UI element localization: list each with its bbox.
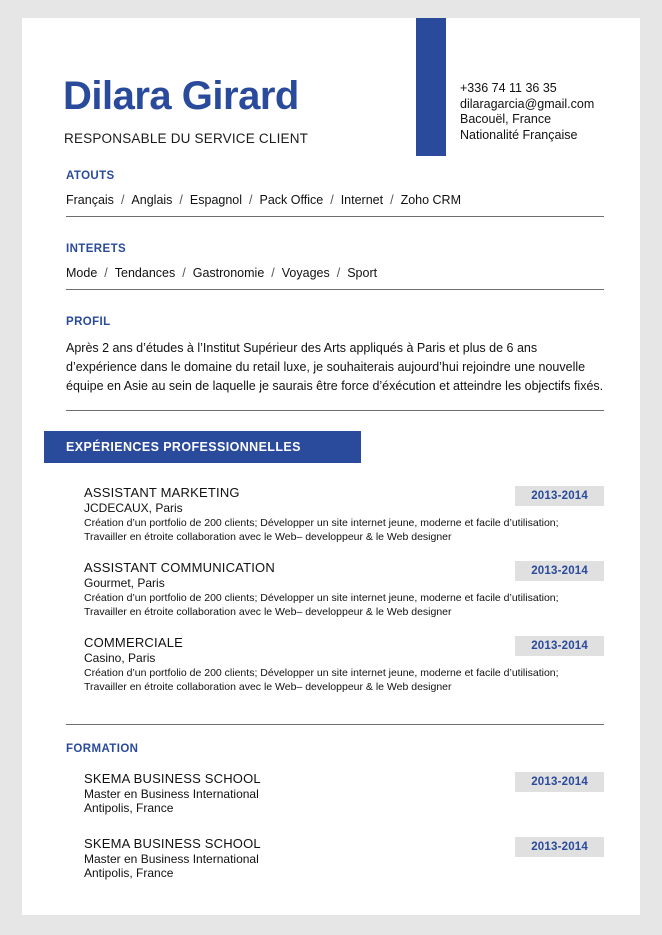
list-item: Internet bbox=[340, 193, 384, 207]
experience-description-line: Travailler en étroite collaboration avec le Web– developpeur & le Web designer bbox=[84, 605, 452, 618]
education-school: SKEMA BUSINESS SCHOOL bbox=[84, 836, 261, 851]
experience-org: Gourmet, Paris bbox=[84, 576, 165, 590]
section-profil bbox=[22, 316, 640, 411]
divider-profil bbox=[66, 410, 604, 411]
experience-title: COMMERCIALE bbox=[84, 635, 183, 650]
resume-header bbox=[22, 18, 640, 170]
list-separator: / bbox=[330, 193, 334, 207]
header-accent-bar bbox=[416, 18, 446, 156]
education-date-badge: 2013-2014 bbox=[515, 837, 604, 857]
list-item: Gastronomie bbox=[192, 266, 265, 280]
experience-date-badge: 2013-2014 bbox=[515, 636, 604, 656]
formation-heading: FORMATION bbox=[66, 743, 139, 755]
experience-entry bbox=[66, 485, 604, 544]
profil-text: Après 2 ans d’études à l’Institut Supérieur des Arts appliqués à Paris et plus de 6 ans d’expérience dans le domaine du retail luxe, je souhaiterais aujourd’hui rejoindre une nouvelle équipe en Asie au sein de laquelle je saurais être force d’éxécution et atteindre les objectifs fixés. bbox=[66, 341, 604, 393]
contact-nationality: Nationalité Française bbox=[460, 127, 578, 142]
experience-description-line: Création d’un portfolio de 200 clients; Développer un site internet jeune, moderne et facile d’utilisation; bbox=[84, 592, 559, 604]
experiences-list bbox=[22, 485, 640, 725]
atouts-list bbox=[66, 193, 604, 207]
experience-title: ASSISTANT COMMUNICATION bbox=[84, 560, 275, 575]
list-item: Mode bbox=[66, 266, 98, 280]
list-item: Sport bbox=[347, 266, 378, 280]
resume-page bbox=[22, 18, 640, 915]
experiences-banner: EXPÉRIENCES PROFESSIONNELLES bbox=[44, 431, 361, 463]
list-separator: / bbox=[336, 266, 341, 280]
divider-atouts bbox=[66, 216, 604, 217]
list-separator: / bbox=[271, 266, 275, 280]
experience-description-line: Travailler en étroite collaboration avec le Web– developpeur & le Web designer bbox=[84, 530, 452, 543]
experiences-banner-wrap bbox=[22, 431, 640, 463]
candidate-name: Dilara Girard bbox=[63, 74, 299, 118]
list-item: Tendances bbox=[114, 266, 176, 280]
education-place: Antipolis, France bbox=[84, 801, 174, 815]
interets-heading: INTERETS bbox=[66, 243, 127, 255]
contact-email: dilaragarcia@gmail.com bbox=[460, 96, 595, 111]
experience-description-line: Création d’un portfolio de 200 clients; Développer un site internet jeune, moderne et facile d’utilisation; bbox=[84, 517, 559, 529]
divider-experiences bbox=[66, 724, 604, 725]
list-separator: / bbox=[104, 266, 108, 280]
atouts-heading: ATOUTS bbox=[66, 170, 115, 182]
experience-title: ASSISTANT MARKETING bbox=[84, 485, 240, 500]
contact-block bbox=[460, 81, 594, 143]
profil-heading: PROFIL bbox=[66, 316, 111, 328]
section-atouts bbox=[22, 170, 640, 217]
education-entry bbox=[66, 836, 604, 880]
education-place: Antipolis, France bbox=[84, 866, 174, 880]
experience-date-badge: 2013-2014 bbox=[515, 561, 604, 581]
education-date-badge: 2013-2014 bbox=[515, 772, 604, 792]
list-separator: / bbox=[390, 193, 394, 207]
list-item: Espagnol bbox=[189, 193, 243, 207]
list-separator: / bbox=[120, 193, 125, 207]
list-item: Zoho CRM bbox=[400, 193, 461, 207]
interets-list bbox=[66, 266, 604, 280]
experience-description bbox=[84, 517, 604, 544]
experience-entry bbox=[66, 560, 604, 619]
education-school: SKEMA BUSINESS SCHOOL bbox=[84, 771, 261, 786]
contact-location: Bacouël, France bbox=[460, 112, 552, 127]
list-item: Anglais bbox=[131, 193, 173, 207]
experience-org: Casino, Paris bbox=[84, 651, 156, 665]
contact-phone: +336 74 11 36 35 bbox=[460, 81, 557, 95]
experience-description bbox=[84, 667, 604, 694]
experience-entry bbox=[66, 635, 604, 694]
experience-description-line: Travailler en étroite collaboration avec le Web– developpeur & le Web designer bbox=[84, 680, 452, 693]
divider-interets bbox=[66, 289, 604, 290]
list-separator: / bbox=[249, 193, 253, 207]
education-degree: Master en Business International bbox=[84, 852, 259, 866]
experience-description-line: Création d’un portfolio de 200 clients; Développer un site internet jeune, moderne et facile d’utilisation; bbox=[84, 667, 559, 679]
candidate-job-title: RESPONSABLE DU SERVICE CLIENT bbox=[64, 131, 309, 146]
list-separator: / bbox=[179, 193, 183, 207]
list-item: Français bbox=[66, 193, 114, 207]
experience-org: JCDECAUX, Paris bbox=[84, 501, 183, 515]
list-item: Voyages bbox=[281, 266, 330, 280]
education-entry bbox=[66, 771, 604, 815]
education-degree: Master en Business International bbox=[84, 787, 259, 801]
section-interets bbox=[22, 243, 640, 290]
list-item: Pack Office bbox=[259, 193, 324, 207]
list-separator: / bbox=[182, 266, 186, 280]
experience-description bbox=[84, 592, 604, 619]
experience-date-badge: 2013-2014 bbox=[515, 486, 604, 506]
section-formation bbox=[22, 743, 640, 880]
